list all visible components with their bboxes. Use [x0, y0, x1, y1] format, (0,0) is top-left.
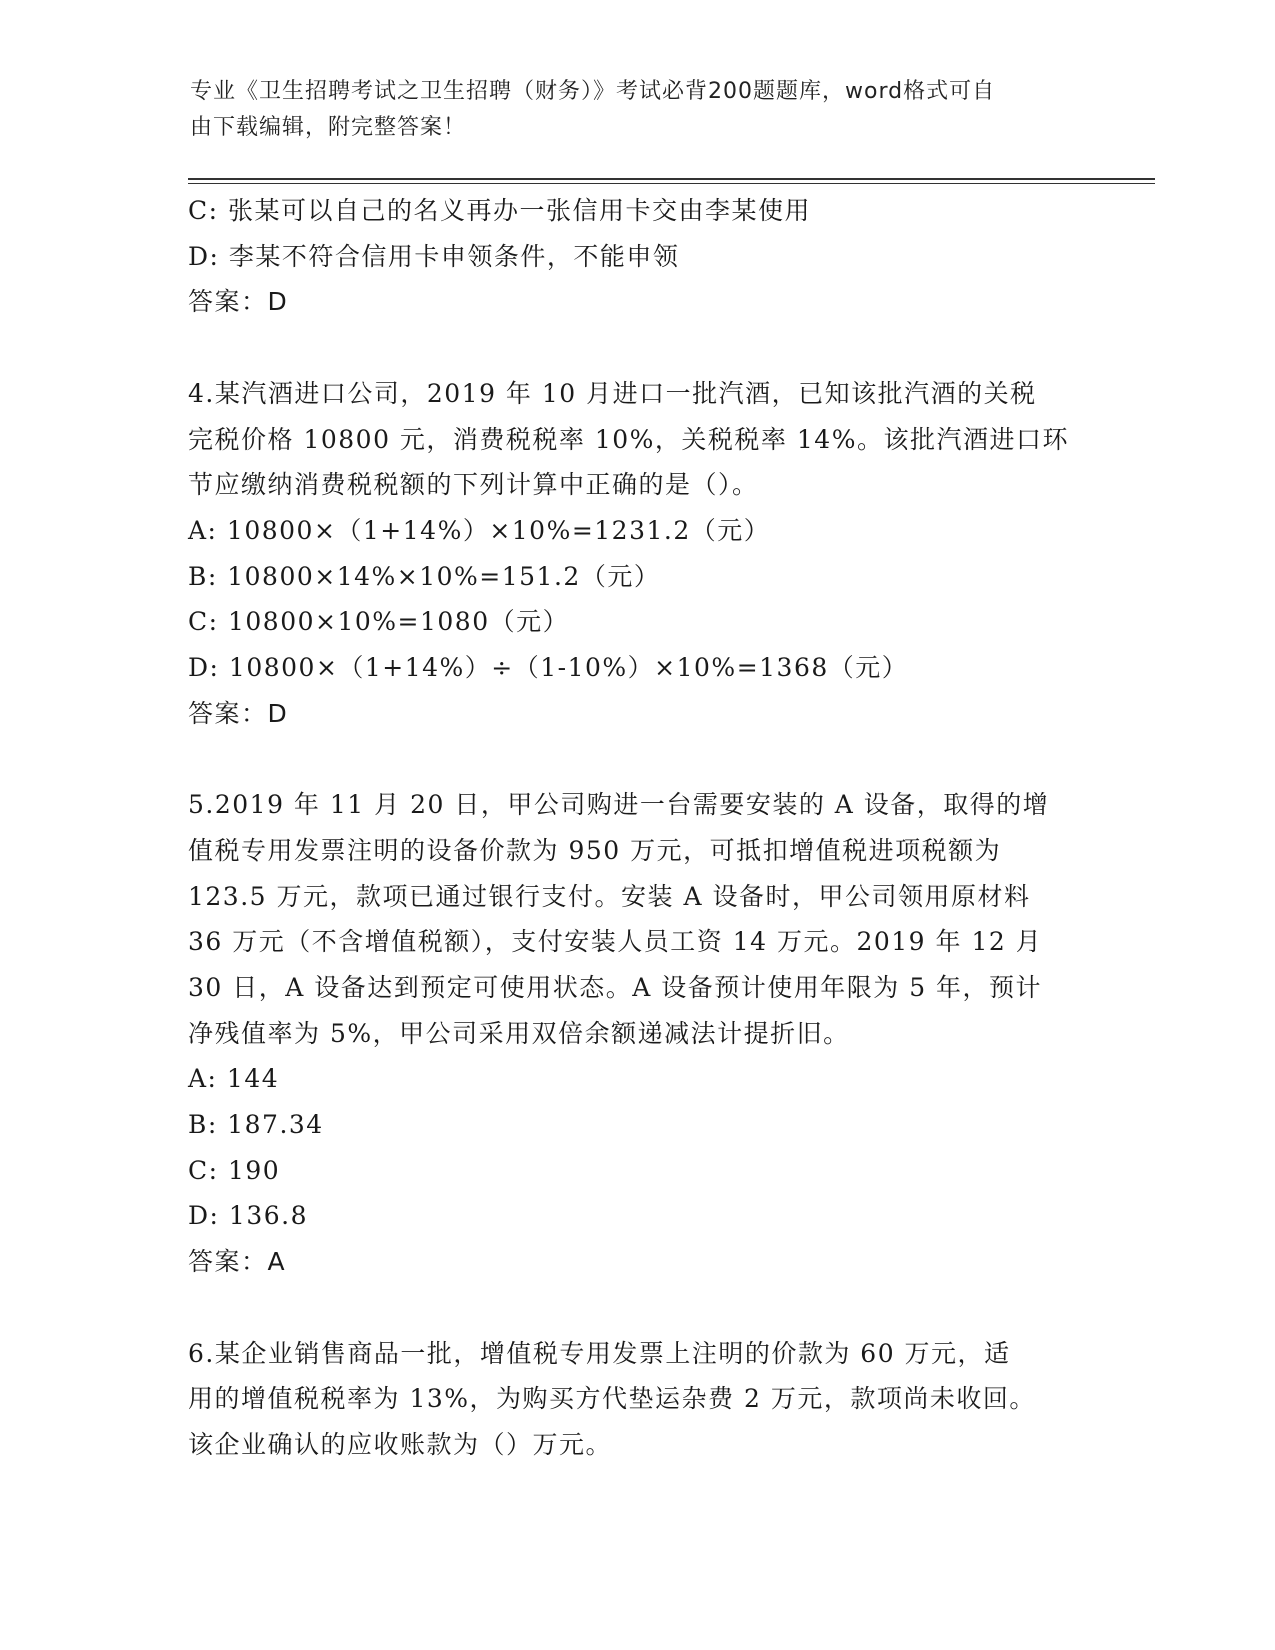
option-a: A: 10800×（1+14%）×10%=1231.2（元） — [188, 515, 771, 545]
question-stem-line: 30 日，A 设备达到预定可使用状态。A 设备预计使用年限为 5 年，预计 — [188, 972, 1043, 1002]
question-stem-line: 值税专用发票注明的设备价款为 950 万元，可抵扣增值税进项税额为 — [188, 835, 1002, 865]
option-c: C: 10800×10%=1080（元） — [188, 607, 570, 637]
answer-line: 答案：D — [188, 698, 289, 728]
question-stem-line: 该企业确认的应收账款为（）万元。 — [188, 1429, 613, 1459]
option-a: A: 144 — [188, 1064, 280, 1094]
option-d: D: 10800×（1+14%）÷（1-10%）×10%=1368（元） — [188, 653, 909, 683]
option-b: B: 187.34 — [188, 1110, 324, 1140]
page-header — [190, 74, 1090, 146]
question-3-tail — [188, 188, 1088, 325]
answer-line: 答案：D — [188, 287, 289, 317]
question-5 — [188, 782, 1088, 1285]
option-d: D: 李某不符合信用卡申领条件，不能申领 — [188, 241, 680, 271]
question-stem-line: 完税价格 10800 元，消费税税率 10%，关税税率 14%。该批汽酒进口环 — [188, 424, 1069, 454]
question-stem-line: 36 万元（不含增值税额），支付安装人员工资 14 万元。2019 年 12 月 — [188, 927, 1043, 957]
document-body — [188, 188, 1088, 1468]
question-stem-line: 6.某企业销售商品一批，增值税专用发票上注明的价款为 60 万元，适 — [188, 1338, 1011, 1368]
question-4 — [188, 371, 1088, 737]
option-c: C: 张某可以自己的名义再办一张信用卡交由李某使用 — [188, 196, 812, 225]
header-line: 由下载编辑，附完整答案！ — [190, 115, 467, 140]
question-stem-line: 用的增值税税率为 13%，为购买方代垫运杂费 2 万元，款项尚未收回。 — [188, 1384, 1036, 1414]
option-c: C: 190 — [188, 1155, 281, 1185]
question-stem-line: 4.某汽酒进口公司，2019 年 10 月进口一批汽酒，已知该批汽酒的关税 — [188, 378, 1037, 408]
spacer — [188, 1285, 1088, 1331]
spacer — [188, 325, 1088, 371]
header-divider — [188, 178, 1155, 184]
question-stem-line: 123.5 万元，款项已通过银行支付。安装 A 设备时，甲公司领用原材料 — [188, 881, 1031, 911]
question-stem-line: 节应缴纳消费税税额的下列计算中正确的是（）。 — [188, 470, 759, 500]
answer-line: 答案：A — [188, 1247, 287, 1277]
header-line: 专业《卫生招聘考试之卫生招聘（财务）》考试必背200题题库，word格式可自 — [190, 79, 996, 104]
question-6 — [188, 1331, 1088, 1468]
question-stem-line: 净残值率为 5%，甲公司采用双倍余额递减法计提折旧。 — [188, 1018, 850, 1048]
option-d: D: 136.8 — [188, 1201, 308, 1231]
question-stem-line: 5.2019 年 11 月 20 日，甲公司购进一台需要安装的 A 设备，取得的增 — [188, 790, 1050, 820]
option-b: B: 10800×14%×10%=151.2（元） — [188, 561, 661, 591]
spacer — [188, 736, 1088, 782]
